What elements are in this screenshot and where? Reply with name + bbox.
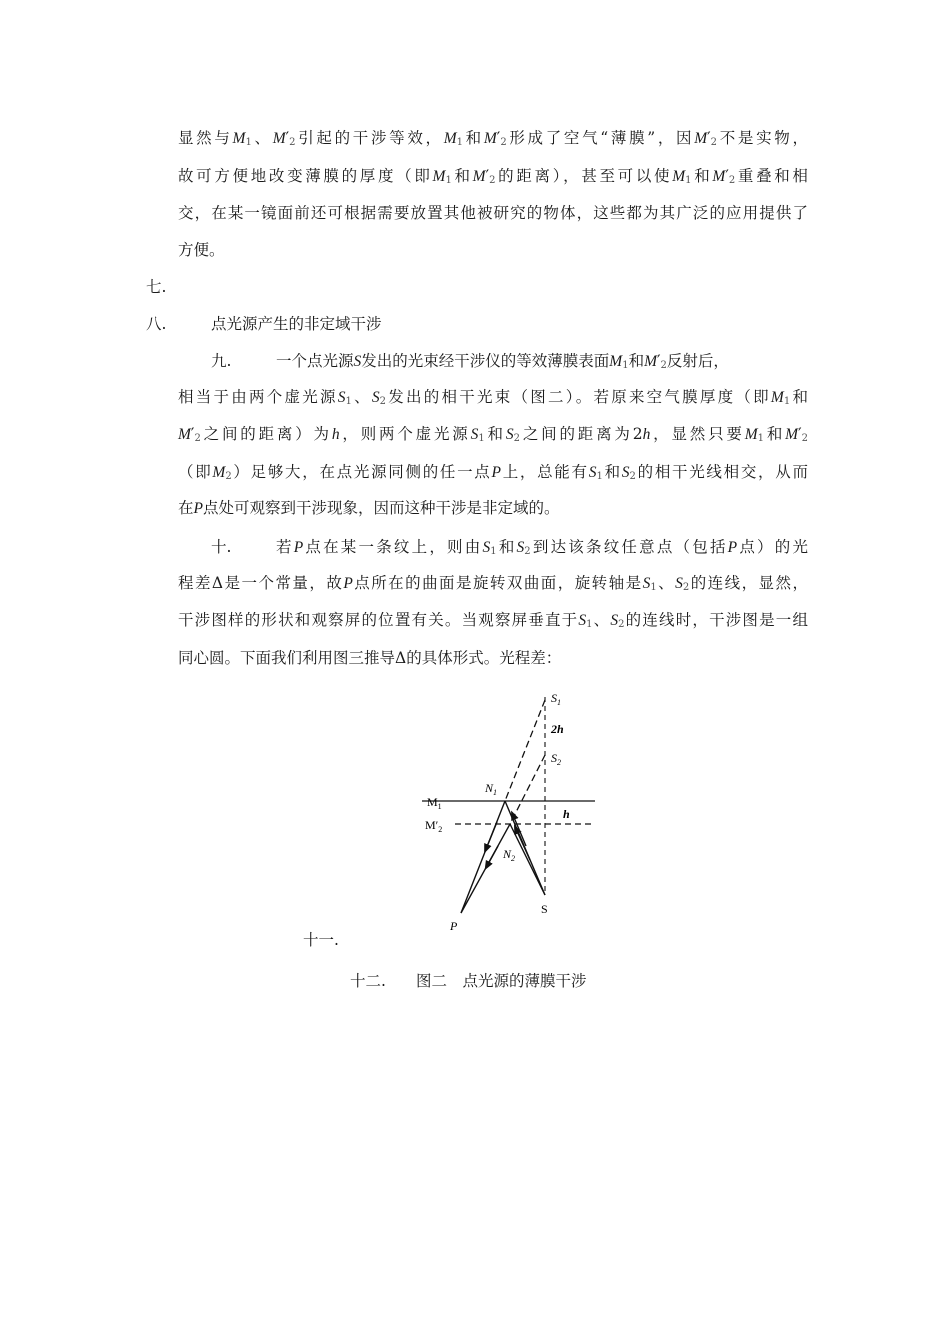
item-10-line-1: 若P点在某一条纹上，则由$S_1$和$S_2$到达该条纹任意点（包括P点）的光	[276, 538, 808, 557]
label-h: h	[563, 807, 570, 821]
paragraph-1-line-4: 方便。	[178, 241, 225, 259]
ray-n2-p	[461, 824, 510, 913]
virtual-ray-s1-n1	[505, 700, 545, 801]
arrow-n2-p	[487, 846, 498, 866]
item-12-number: 十二.	[350, 972, 386, 990]
item-8-number: 八.	[146, 315, 167, 333]
item-9-line-4: （即$M_2$）足够大，在点光源同侧的任一点P上，总能有$S_1$和$S_2$的相干光线相交，从而	[178, 463, 808, 482]
label-s1: $S_1$	[551, 691, 561, 707]
label-s2: $S_2$	[551, 751, 561, 767]
label-s: S	[541, 902, 548, 916]
item-9-line-1: 一个点光源S发出的光束经干涉仪的等效薄膜表面$M_1$和$M'_2$反射后，	[276, 352, 729, 371]
thin-film-interference-figure	[400, 684, 610, 934]
ray-n1-p	[461, 801, 505, 913]
item-9-line-3: $M'_2$之间的距离）为h，则两个虚光源$S_1$和$S_2$之间的距离为2h，显然只要$M_1$和$M'_2$	[178, 425, 808, 444]
item-10-number: 十.	[211, 538, 232, 556]
paragraph-1-line-3: 交，在某一镜面前还可根据需要放置其他被研究的物体，这些都为其广泛的应用提供了	[178, 204, 808, 222]
label-m2prime: $M'_2$	[425, 818, 443, 834]
item-7-number: 七.	[146, 278, 167, 296]
item-9-line-5: 在P点处可观察到干涉现象，因而这种干涉是非定域的。	[178, 499, 560, 517]
item-10-line-4: 同心圆。下面我们利用图三推导Δ的具体形式。光程差：	[178, 649, 562, 667]
item-9-number: 九.	[211, 352, 232, 370]
paragraph-1-line-1: 显然与$M_1$、$M'_2$引起的干涉等效，$M_1$和$M'_2$形成了空气“薄膜”，因$M'_2$不是实物，	[178, 129, 808, 148]
arrow-s-n1	[513, 815, 526, 846]
label-m1: $M_1$	[427, 795, 442, 811]
item-9-line-2: 相当于由两个虚光源$S_1$、$S_2$发出的相干光束（图二）。若原来空气膜厚度（即$M_1$和	[178, 388, 808, 407]
label-n2: $N_2$	[503, 847, 516, 863]
item-8-heading: 点光源产生的非定域干涉	[211, 315, 382, 333]
arrow-s-n2	[516, 829, 530, 860]
ray-s-n2	[510, 824, 545, 895]
figure-caption: 图二 点光源的薄膜干涉	[416, 972, 587, 990]
item-11-number: 十一.	[303, 931, 339, 949]
arrow-n1-p	[486, 822, 497, 849]
label-2h: 2h	[551, 722, 564, 736]
item-10-line-2: 程差Δ是一个常量，故P点所在的曲面是旋转双曲面，旋转轴是$S_1$、$S_2$的连线，显然，	[178, 574, 808, 593]
item-10-line-3: 干涉图样的形状和观察屏的位置有关。当观察屏垂直于$S_1$、$S_2$的连线时，干涉图是一组	[178, 611, 808, 630]
label-n1: $N_1$	[485, 781, 498, 797]
label-p: P	[450, 919, 458, 933]
paragraph-1-line-2: 故可方便地改变薄膜的厚度（即$M_1$和$M'_2$的距离），甚至可以使$M_1$和$M'_2$重叠和相	[178, 167, 808, 186]
virtual-ray-s2-n2	[510, 755, 545, 824]
